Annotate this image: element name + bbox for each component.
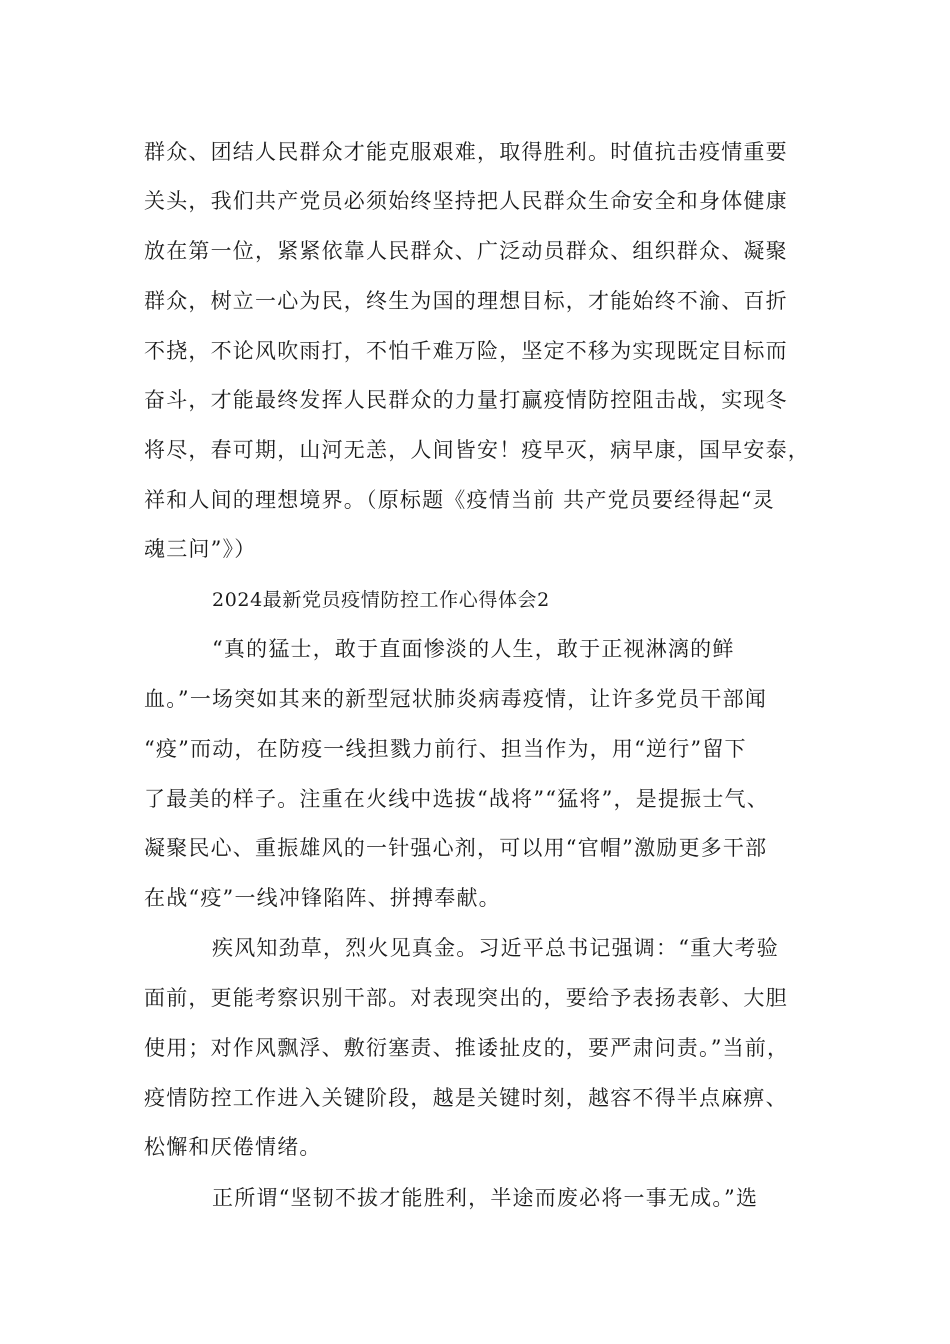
section-heading: 2024最新党员疫情防控工作心得体会2: [212, 589, 550, 611]
text-line: 魂三问”》）: [144, 537, 257, 561]
text-line: 奋斗，才能最终发挥人民群众的力量打赢疫情防控阻击战，实现冬: [144, 388, 788, 412]
text-line: 关头，我们共产党员必须始终坚持把人民群众生命安全和身体健康: [144, 189, 788, 213]
paragraph-first-line: 疾风知劲草，烈火见真金。习近平总书记强调：“重大考验: [212, 936, 779, 960]
paragraph-first-line: 正所谓“坚韧不拔才能胜利，半途而废必将一事无成。”选: [212, 1186, 759, 1210]
text-line: 祥和人间的理想境界。（原标题《疫情当前 共产党员要经得起“灵: [144, 488, 775, 512]
text-line: 群众，树立一心为民，终生为国的理想目标，才能始终不渝、百折: [144, 289, 788, 313]
text-line: “疫”而动，在防疫一线担戮力前行、担当作为，用“逆行”留下: [144, 737, 747, 761]
text-line: 将尽，春可期，山河无恙，人间皆安！疫早灭，病早康，国早安泰，: [144, 438, 810, 462]
text-line: 了最美的样子。注重在火线中选拔“战将”“猛将”，是提振士气、: [144, 787, 769, 811]
text-line: 不挠，不论风吹雨打，不怕千难万险，坚定不移为实现既定目标而: [144, 339, 788, 363]
text-line: 在战“疫”一线冲锋陷阵、拼搏奉献。: [144, 886, 501, 910]
text-line: 松懈和厌倦情绪。: [144, 1135, 322, 1159]
text-line: 群众、团结人民群众才能克服艰难，取得胜利。时值抗击疫情重要: [144, 140, 788, 164]
text-line: 面前，更能考察识别干部。对表现突出的，要给予表扬表彰、大胆: [144, 986, 788, 1010]
text-line: 放在第一位，紧紧依靠人民群众、广泛动员群众、组织群众、凝聚: [144, 239, 788, 263]
paragraph-first-line: “真的猛士，敢于直面惨淡的人生，敢于正视淋漓的鲜: [212, 637, 735, 661]
text-line: 使用；对作风飘浮、敷衍塞责、推诿扯皮的，要严肃问责。”当前，: [144, 1036, 790, 1060]
text-line: 血。”一场突如其来的新型冠状肺炎病毒疫情，让许多党员干部闻: [144, 687, 768, 711]
text-line: 疫情防控工作进入关键阶段，越是关键时刻，越容不得半点麻痹、: [144, 1086, 788, 1110]
text-line: 凝聚民心、重振雄风的一针强心剂，可以用“官帽”激励更多干部: [144, 836, 768, 860]
